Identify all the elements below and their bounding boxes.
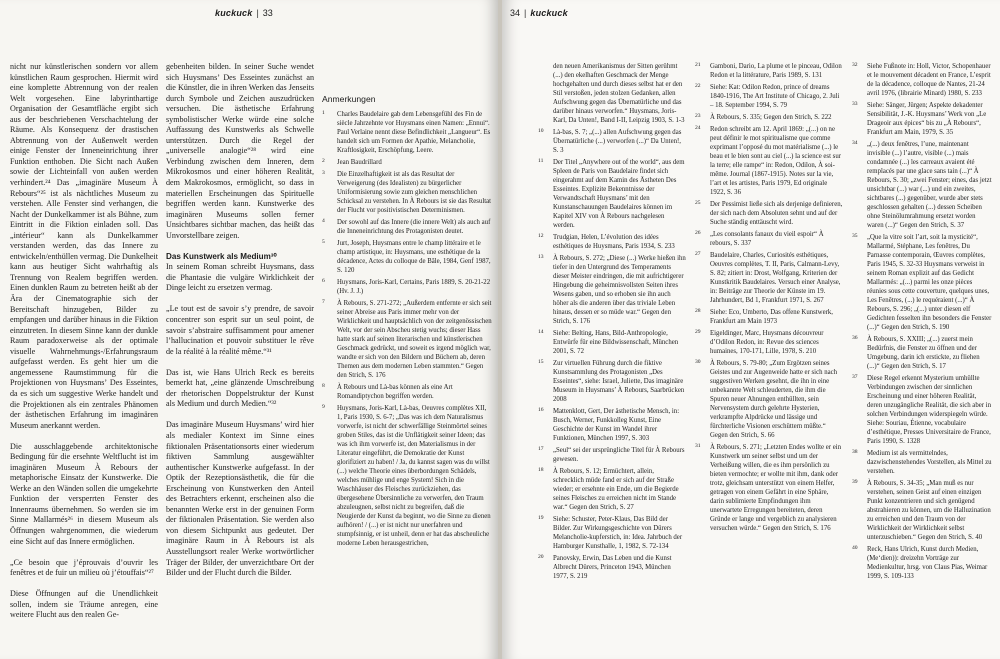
footnote [538,62,686,125]
notes-column-3 [852,62,992,651]
footnote [322,218,492,236]
footnote-number: 12 [538,233,544,239]
page-header-left [215,6,273,20]
footnote-number: 15 [538,359,544,365]
footnote-text: Baudelaire, Charles, Curiosités esthétiques, Oeuvres complètes, T. II, Paris, Calmann-Levy, S. 82; zitiert in: Drost, Wolfgang, Kriterien der Kunstkritik Baudelaires. Versuch einer Analyse, in: Beiträge zur Theorie der Künste im 19. Jahrhundert, Bd 1, Frankfurt 1971, S. 267 [710,252,841,304]
footnote-text: Diese Regel erkennt Mysterium umhüllte Verbindungen zwischen der sinnlichen Erscheinung und einer höheren Realität, deren unzugängliche Realität, die sich aber in solchen Verbindungen widerspiegeln würde. Siehe: Souriau, Étienne, vocabulaire d’esthétique, Presses Universitaire de France, Paris 1990, S. 1328 [867,375,991,445]
footnote-number [538,62,550,125]
footnote-text: À Rebours, S. 271-272; „Außerdem entfernte er sich seit seiner Abreise aus Paris immer mehr von der Wirklichkeit und hauptsächlich von der zeitgenössischen Welt, vor der sein Abscheu stetig wuchs; dieser Hass hatte stark auf seinen literarischen und künstlerischen Geschmack gedrückt, und soweit es irgend möglich war, wandte er sich von den Bildern und Büchern ab, deren Themen aus dem modernen Leben stammten.“ Gegen den Strich, S. 176 [337,300,492,379]
footnote-number: 19 [538,515,544,521]
footnote [322,404,492,548]
footnote [695,230,843,248]
footnote-number: 22 [695,83,701,89]
footnote-number: 25 [695,200,701,206]
body-paragraph: Das imaginäre Museum Huysmans’ wird hier als medialer Kontext im Sinne eines fiktionalen Präsentationsorts einer wiederum fiktiven Sammlung ausgewählter authentischer Kunstwerke aufgefasst. In der Optik der Rezeptionsästhetik, die für die Erscheinung von Kunstwerken den Anteil des Betrachters erkennt, erscheinen also die benannten Werke erst in der genuinen Form der fiktionalen Präsentation. Sie werden also von diesem Sichtpunkt aus gedeutet. Der imaginäre Raum in À Rebours ist als Ausstellungsort realer Werke wortwörtlicher Träger der Bilder, der unverzichtbare Ort der Bilder und der Flucht durch die Bilder. [166,420,314,578]
footnote-number: 13 [538,254,544,260]
footnote-text: Gamboni, Dario, La plume et le pinceau, Odilon Redon et la littérature, Paris 1989, S. 131 [710,63,842,79]
footnote [538,254,686,326]
footnote-number: 27 [695,251,701,257]
footnote-number: 9 [322,404,325,410]
footnote-number: 32 [852,62,858,68]
notes-list [538,62,686,581]
footnote-text: Reck, Hans Ulrich, Kunst durch Medien, (Me‘dien)): dreizehn Vorträge zur Medienkultur, hrsg. von Claus Pias, Weimar 1999, S. 109-133 [867,546,988,580]
footnote [538,407,686,443]
footnote-number: 24 [695,125,701,131]
footnote-number: 14 [538,329,544,335]
quote-paragraph: „Ce besoin que j’éprouvais d’ouvrir les fenêtres et de fuir un milieu où j’étouffais“²⁷ [10,557,158,578]
footnote-text: Panovsky, Erwin, Das Leben und die Kunst Albrecht Dürers, Princeton 1943, München 1977, S. 219 [553,555,672,580]
right-page [502,0,1000,659]
footnote-text: Der Titel „Anywhere out of the world“, aus dem Spleen de Paris von Baudelaire findet sich eingerahmt auf dem Kamin des Ästheten Des Esseintes. Explizite Bekenntnisse der Verwandtschaft Huysmans’ mit den Kunstanschauungen Baudelaires können im Kapitel XIV von À Rebours nachgelesen werden. [553,159,685,229]
footnote-text: Huysmans, Joris-Karl, Là-bas, Oeuvres complètes XII, 1, Paris 1930, S. 6-7; „Das was ich dem Naturalismus vorwerfe, ist nicht der schwerfällige Steinmörtel seines groben Stiles, das ist die Unflätigkeit seiner Ideen; das was ich ihm vorwerfe ist, den Materialismus in der Literatur eingeführt, die Demokratie der Kunst glorifiziert zu haben! / Ja, du kannst sagen was du willst (...) welche Theorie eines überbordungen Schädels, welches mühlige und enge System! Sich in die Waschhäuser des Fleisches zurückziehen, das übergesehene Übersinnliche zu verwerfen, den Traum abzuleugnen, selbst nicht zu begreifen, daß die Neugierde der Kunst da beginnt, wo die Sinne zu dienen aufhören! / (...) er ist nicht nur unerfahren und stumpfsinnig, er ist unheil, denn er hat das abscheuliche moderne Leben herausgestrichen, [337,405,491,547]
footnote [695,443,843,533]
footnote-number: 31 [695,443,701,449]
footnote-text: Trudgian, Helen, L’évolution des idées esthétiques de Huysmans, Paris 1934, S. 233 [553,234,675,250]
page-number: 34 [510,8,521,18]
notes-list [695,62,843,533]
footnote-text: Der sowohl auf das Innere (die innere Welt) als auch auf die Inneneinrichtung des Protagonisten deutet. [337,219,491,235]
body-paragraph: Die ausschlaggebende architektonische Bedingung für die ersehnte Weltflucht ist im imaginären Museum À Rebours der metaphorische Einsatz der Kunstwerke. Die Werke an den Wänden sollen die umgekehrte Funktion der versperrten Fenster des Innenraums übernehmen. So werden sie im Sinne Mallarmés²⁶ in diesem Museum als Öffnungen wahrgenommen, die wiederum eine Sicht auf das Innere ermöglichen. [10,441,158,546]
quote-paragraph: „Le tout est de savoir s’y prendre, de savoir concentrer son esprit sur un seul point, de savoir s’abstraire suffisamment pour amener l’hallucination et pouvoir substituer le rêve de la réalité à la réalité même.“³¹ [166,304,314,356]
footnote [538,128,686,155]
footnote [538,554,686,581]
body-paragraph: Das ist, wie Hans Ulrich Reck es bereits bemerkt hat, „eine glänzende Umschreibung der rhetorischen Doppelstruktur der Kunst als Medium und durch Medien.“³² [166,367,314,409]
footnote-text: À Rebours, S. 272; „Diese (...) Werke hießen ihn tiefer in den Untergrund des Temperaments dieser Meister eindringen, die mit aufrichtigerer Hingebung die geheimnisvollsten Seiten ihres Wesens gaben, und so erhoben sie ihn auch höher als die anderen über das triviale Leben hinaus, dessen er so müde war.“ Gegen den Strich, S. 176 [553,255,686,325]
footnote-text: „Que la vitre soit l’art, soit la mysticité“, Mallarmé, Stéphane, Les fenêtres, Du Parnasse contemporain, Œuvres complètes, Paris 1945, S. 32-33 Huysmans verweist in seinem Roman explizit auf das Gedicht Mallarmés: „(...) parmi les onze pièces réunies sous cette couverture, quelques unes, Les Fenêtres, (...) le requéraient (...)“ À Rebours, S. 296; „(...) unter diesen elf Gedichten fesselten ihn besonders die Fenster (...)“ Gegen den Strich, S. 190 [867,234,992,331]
footnote-text: Siehe: Kat: Odilon Redon, prince of dreams 1840-1916, The Art Institute of Chicago, 2. Juli – 18. September 1994, S. 79 [710,84,840,109]
left-page [0,0,498,659]
footnote-text: À Rebours, S. XXIII; „(...) zuerst mein Bedürfnis, die Fenster zu öffnen und der Umgebung, darin ich erstickte, zu fliehen (...)“ Gegen den Strich, S. 17 [867,336,980,370]
footnote-number: 10 [538,128,544,134]
footnote-number: 35 [852,233,858,239]
section-heading: Das Kunstwerk als Medium³⁰ [166,251,277,261]
footnote-number: 40 [852,545,858,551]
footnote-number: 2 [322,158,325,164]
footnote [695,125,843,197]
footnote [695,251,843,305]
text-column-2 [166,62,314,651]
body-paragraph: nicht nur künstlerischen sondern vor allem künstlichen Raum gesprochen. Hiermit wird eine komplette Abtrennung von der realen Welt vorgesehen. Eine labyrinthartige Organisation der Gesamtfläche ergibt sich aus der beschriebenen Verschachtelung der Räume. Als Konsequenz der drastischen Abtrennung von der Außenwelt werden einige Fenster der Inneneinrichtung ihrer Funktion enthoben. Die Sicht nach Außen sowie der Lichteinfall von außen werden verhindert.²⁴ Das „imaginäre Museum À Rebours“²⁵ ist als nächtliches Museum zu verstehen. Alle Fenster sind verhangen, die Nacht der Dunkelkammer ist als Bühne, zum Eintritt in die Fiktion einladen soll. Das „intérieur“ kann als Dunkelkammer verstanden werden, das das Innere zu entwickeln/enthüllen vermag. Die Dunkelheit kann aus heutiger Sicht wahrhaftig als Trennung von Realem begriffen werden. Einen dunklen Raum zu betreten heißt ab der Ära der Cinematographie sich der Bereitschaft hinzugeben, Bilder zu empfangen und darüber hinaus in die Fiktion einzutreten. In diesem Sinne kann der dunkle Raum paradoxerweise als der optimale visuelle Wahrnehmungs-/Erfahrungsraum aufgefasst werden. Es geht hier um die angemessene Raumstimmung für die Projektionen von Huysmans’ Des Esseintes, da es sich um suggestive Werke handelt und die Projektionen als ein zentrales Phänomen der ästhetischen Erfahrung im imaginären Museum anerkannt werden. [10,62,158,430]
footnote-number: 11 [538,158,544,164]
footnote-number: 5 [322,239,325,245]
footnote [322,299,492,380]
footnote-number: 16 [538,407,544,413]
footnote-number: 39 [852,479,858,485]
footnote-text: Siehe: Eco, Umberto, Das offene Kunstwerk, Frankfurt am Main 1973 [710,309,833,325]
page-number: 33 [262,8,273,18]
footnote-number: 17 [538,446,544,452]
footnote [852,62,992,98]
footnote-number: 38 [852,449,858,455]
footnote [852,374,992,446]
notes-column-2 [695,62,843,651]
footnote [852,479,992,542]
footnote-text: „(...) deux fenêtres, l’une, maintenant invisible (...) l’autre, visible (...) mais condamnée (...) les carreaux avaient été remplacés par une glace sans tain (...)“ À Rebours, S. 30; „zwei Fenster; eines, das jetzt unsichtbar (...) war (...) und ein zweites, sichtbares (...) gegenüber, wurde aber stets geschlossen gehalten (...) dessen Scheiben ohne Steinölumrahmung ersetzt worden waren (...)“ Gegen den Strich, S. 37 [867,141,992,229]
footnote [695,113,843,122]
footnote-number: 18 [538,467,544,473]
notes-column-left [322,95,492,651]
footnote [695,359,843,440]
footnote-text: „Seul“ sei der ursprüngliche Titel für À Rebours gewesen. [553,447,685,463]
footnote-number: 33 [852,101,858,107]
footnote-number: 7 [322,299,325,305]
footnote-number: 37 [852,374,858,380]
notes-heading: Anmerkungen [322,95,376,104]
footnote-text: Der Pessimist ließe sich als derjenige definieren, der sich nach dem Absoluten sehnt und auf der Suche ständig enttäuscht wird. [710,201,843,226]
footnote-number: 30 [695,359,701,365]
footnote-number: 4 [322,218,325,224]
footnote [538,446,686,464]
footnote-text: Jean Baudrillard [337,159,382,166]
footnote [852,140,992,230]
footnote [322,110,492,155]
footnote-number: 26 [695,230,701,236]
footnote [538,467,686,512]
footnote [538,158,686,230]
page-header-right [510,6,568,20]
notes-list [852,62,992,581]
footnote [695,308,843,326]
footnote-text: Siehe Fußnote in: Holl, Victor, Schopenhauer et le mouvement décadent en France, L’esprit de la décadence, colloque de Nantes, 21-24 avril 1976, (librairie Minard) 1980, S. 233 [867,63,991,97]
brand-logo: kuckuck [530,8,568,18]
footnote-text: Redon schreibt am 12. April 1869: „(...) on ne peut définir le mot spiritualisme que comme exprimant l’opposé du mot matérialisme (...) le beau et le bien sont au ciel (...) la science est sur la terre; elle rampe“ in: Redon, Odilon, À soi-même. Journal (1867-1915). Notes sur la vie, l’art et les artistes, Paris 1979, Ed originale 1922, S. 36 [710,126,841,196]
footnote [322,278,492,296]
footnote-text: À Rebours, S. 12; Ermüchtert, allein, schrecklich müde fand er sich auf der Straße wieder; er ersehnte ein Ende, um die Begierde seines Fleisches zu erreichen nicht im Stande war.“ Gegen den Strich, S. 27 [553,468,679,511]
footnote-number: 1 [322,110,325,116]
footnote [852,449,992,476]
footnote-number: 28 [695,308,701,314]
footnote-number: 36 [852,335,858,341]
footnote-number: 6 [322,278,325,284]
footnote-text: Zur virtuellen Führung durch die fiktive Kunstsammlung des Protagonisten „Des Esseintes“, siehe: Israel, Juliette, Das imaginäre Museum in Huysmans’ À Rebours, Saarbrücken 2008 [553,360,685,403]
footnote-number: 29 [695,329,701,335]
footnote [695,62,843,80]
footnote-text: À Rebours, S. 34-35; „Man muß es nur verstehen, seinen Geist auf einen einzigen Punkt konzentrieren und sich genügend abstrahieren zu können, um die Halluzination zu erreichen und den Traum von der Wirklichkeit der Wirklichkeit selbst unterzuschieben.“ Gegen den Strich, S. 40 [867,480,991,541]
footnote-text: À Rebours, S. 79-80; „Zum Ergötzen seines Geistes und zur Augenweide hatte er sich nach suggestiven Werken gesehnt, die ihn in eine unbekannte Welt schleuderten, die ihm die Spuren neuer Ahnungen enthüllten, sein Nervensystem durch gelehrte Hysterien, verkrampfte Alpdrücke und lässige und fürchterliche Visionen erschüttern müßte.“ Gegen den Strich, S. 66 [710,360,838,439]
footnote-text: À Rebours, S. 271; „Letzten Endes wollte er ein Kunstwerk um seiner selbst und um der Verheißung willen, die es ihm persönlich zu bieten vermochte; er wollte mit ihm, dank oder trotz, gleichsam unterstützt von einem Helfer, getragen von einem Gefährt in eine Sphäre, darin sublimierte Empfindungen ihm unerwartete Erregungen bereiteten, deren Gründe er lange und vergeblich zu analysieren versuchen würde.“ Gegen den Strich, S. 176 [710,444,841,532]
footnote-text: À Rebours und Là-bas können als eine Art Romandiptychon begriffen werden. [337,384,453,400]
footnote [322,239,492,275]
footnote [538,233,686,251]
footnote-number: 8 [322,383,325,389]
footnote-text: Huysmans, Joris-Karl, Certains, Paris 1889, S. 20-21-22 (Hv. J. J.) [337,279,491,295]
footnote [852,101,992,137]
footnote-text: À Rebours, S. 335; Gegen den Strich, S. 222 [710,114,832,121]
footnote [538,515,686,551]
text-column-1 [10,62,158,651]
footnote-text: den neuen Amerikanismus der Sitten gerühmt (...) den ekelhaften Geschmack der Menge hochgehalten und durch dieses selbst hat er den Stil verstoßen, jeden stolzen Gedanken, allen Aufschwung gegen das Übernatürliche und das darüber hinaus verworfen.“ Huysmans, Joris-Karl, Da Unten!, Band I-II, Leipzig 1903, S. 1-3 [553,63,685,124]
footnote [538,359,686,404]
body-paragraph: Diese Öffnungen auf die Unendlichkeit sollen, indem sie Träume anregen, eine weitere Flucht aus den realen Ge- [10,589,158,620]
header-separator: | [256,8,259,18]
footnote-number: 3 [322,170,325,176]
footnote [852,335,992,371]
footnote [538,329,686,356]
header-separator: | [524,8,527,18]
body-paragraph: gebenheiten bilden. In seiner Suche wendet sich Huysmans’ Des Esseintes zunächst an die Künstler, die in ihren Werken das Jenseits durch Symbole und Zeichen auszudrücken versuchen. Die ästhetische Erfahrung symbolistischer Werke würde eine solche Auffassung des Kunstwerks als Schwelle unterstützen. Durch die Regel der „universelle analogie“²⁸ wird eine Verbindung zwischen dem Inneren, dem Mikrokosmos und einer höheren Realität, dem Makrokosmos, ermöglicht, so dass in materiellen Erscheinungen das Spirituelle begriffen werden kann. Kunstwerke des imaginären Museums sollen ferner Unsichtbares sichtbar machen, das heißt das Unvorstellbare zeigen. [166,62,314,240]
footnote-text: Mattenklott, Gert, Der ästhetische Mensch, in: Busch, Werner, Funkkolleg Kunst, Eine Geschichte der Kunst im Wandel ihrer Funktionen, München 1997, S. 303 [553,408,680,442]
footnote-text: Charles Baudelaire gab dem Lebensgefühl des Fin de siècle Jahrzehnte vor Huysmans einen Namen: „Ennui“. Paul Verlaine nennt diese Befindlichkeit „Langueur“. Es handelt sich um Formen der Apathie, Melancholie, Kraftlosigkeit, Erschöpfung, Leere. [337,111,491,154]
footnote-text: Medium ist als vermittelndes, dazwischenstehendes Vorstellen, als Mittel zu verstehen. [867,450,992,475]
footnote [695,329,843,356]
footnote [322,383,492,401]
footnote-text: Die Einzelhaftigkeit ist als das Resultat der Verweigerung (des Idealisten) zu bürgerlicher Uniformisierung sowie zum gleichen menschlichen Schicksal zu verstehen. In À Rebours ist sie das Resultat der Flucht vor positivistischen Determinismen. [337,171,492,214]
footnote-text: Siehe: Schuster, Peter-Klaus, Das Bild der Bilder. Zur Wirkungsgeschichte von Dürers Melancholie-kupferstich, in: Idea. Jahrbuch der Hamburger Kunsthalle, 1, 1982, S. 72-134 [553,516,683,550]
footnote-text: „Les consolants fanaux du vieil espoir“ À rebours, S. 337 [710,231,824,247]
footnote [695,83,843,110]
footnote-text: Eigeldinger, Marc, Huysmans découvreur d’Odilon Redon, in: Revue des sciences humaines, 170-171, Lille, 1978, S. 210 [710,330,824,355]
footnote [322,170,492,215]
notes-list [322,110,492,548]
footnote-number: 34 [852,140,858,146]
footnote-number: 23 [695,113,701,119]
body-paragraph: In seinem Roman schreibt Huysmans, dass die Phantasie die vulgäre Wirklichkeit der Dinge leicht zu ersetzen vermag. [166,262,314,293]
footnote-number: 20 [538,554,544,560]
footnote [695,200,843,227]
notes-column-1 [538,62,686,651]
footnote-text: Jurt, Joseph, Huysmans entre le champ littéraire et le champ artistique, in: Huysmans, une esthétique de la décadence, Actes du colloque de Bâle, 1984, Genf 1987, S. 120 [337,240,491,274]
footnote-text: Siehe: Sänger, Jürgen; Aspekte dekadenter Sensibilität, J.-K. Huysmans’ Werk von „Le Drageoir aux épices“ bis zu „À Rebours“, Frankfurt am Main, 1979, S. 35 [867,102,987,136]
footnote [852,233,992,332]
footnote-text: Là-bas, S. 7; „(...) allen Aufschwung gegen das Übernatürliche (...) verworfen (...)“ Da Unten!, S. 3 [553,129,682,154]
brand-logo: kuckuck [215,8,253,18]
footnote [322,158,492,167]
footnote-text: Siehe: Belting, Hans, Bild-Anthropologie, Entwürfe für eine Bildwissenschaft, München 2001, S. 72 [553,330,679,355]
footnote-number: 21 [695,62,701,68]
footnote [852,545,992,581]
